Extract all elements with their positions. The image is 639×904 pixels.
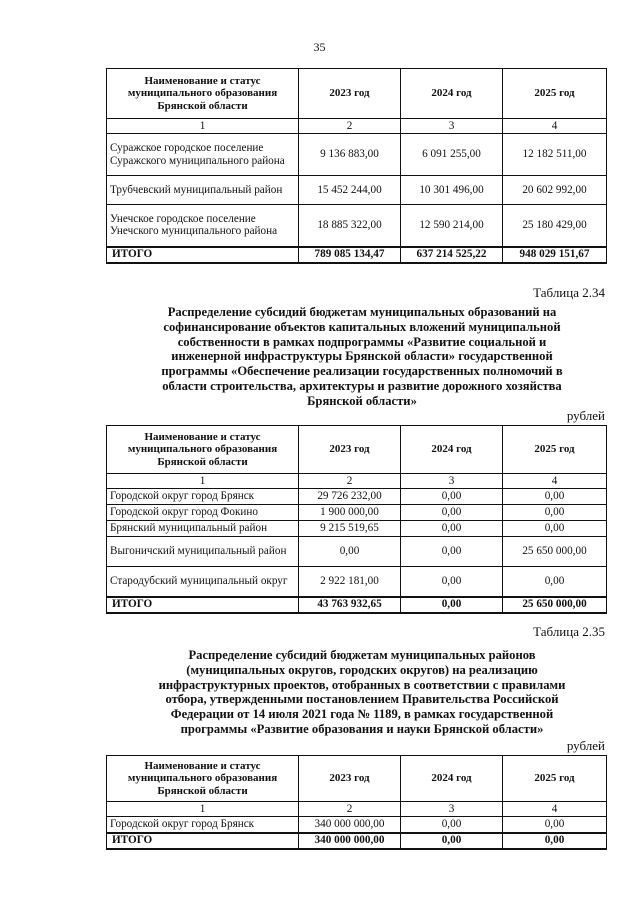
total-label: ИТОГО	[107, 833, 299, 849]
title-line: софинансирование объектов капитальных вложений муниципальной	[163, 319, 561, 334]
title-line: Распределение субсидий бюджетам муниципальных образований на	[167, 305, 557, 319]
row-2024: 12 590 214,00	[401, 205, 503, 247]
total-2023: 789 085 134,47	[299, 247, 401, 263]
row-2024: 10 301 496,00	[401, 176, 503, 205]
row-2023: 0,00	[299, 537, 401, 567]
header-2024: 2024 год	[401, 426, 503, 474]
row-2023: 340 000 000,00	[299, 817, 401, 833]
table-label-2-35: Таблица 2.35	[533, 624, 605, 639]
row-2024: 0,00	[401, 817, 503, 833]
header-2023: 2023 год	[299, 426, 401, 474]
header-name: Наименование и статус муниципального образования Брянской области	[107, 426, 299, 474]
total-label: ИТОГО	[107, 247, 299, 263]
header-2025: 2025 год	[503, 426, 607, 474]
row-2023: 18 885 322,00	[299, 205, 401, 247]
total-label: ИТОГО	[107, 597, 299, 613]
header-name: Наименование и статус муниципального образования Брянской области	[107, 756, 299, 802]
row-2025: 0,00	[503, 817, 607, 833]
row-2025: 0,00	[503, 567, 607, 597]
unit-label: рублей	[566, 408, 605, 423]
colnum-1: 1	[107, 474, 299, 489]
colnum-4: 4	[503, 119, 607, 134]
row-name: Городской округ город Брянск	[107, 489, 299, 505]
row-name: Городской округ город Фокино	[107, 505, 299, 521]
total-2023: 340 000 000,00	[299, 833, 401, 849]
table-continued	[106, 68, 607, 264]
title-line: программы «Обеспечение реализации государственных полномочий в	[161, 364, 563, 379]
table-row	[107, 567, 607, 597]
row-name: Городской округ город Брянск	[107, 817, 299, 833]
colnum-1: 1	[107, 119, 299, 134]
row-name: Суражское городское поселение Суражского муниципального района	[107, 134, 299, 176]
header-2025: 2025 год	[503, 69, 607, 119]
table-2-35-title	[102, 648, 622, 737]
table-row	[107, 537, 607, 567]
table-continued-body	[107, 69, 607, 263]
colnum-2: 2	[299, 474, 401, 489]
row-2025: 0,00	[503, 521, 607, 537]
table-row	[107, 205, 607, 247]
row-2023: 15 452 244,00	[299, 176, 401, 205]
row-2025: 12 182 511,00	[503, 134, 607, 176]
total-2025: 948 029 151,67	[503, 247, 607, 263]
total-row	[107, 247, 607, 263]
row-2025: 0,00	[503, 505, 607, 521]
row-2023: 29 726 232,00	[299, 489, 401, 505]
title-line: собственности в рамках подпрограммы «Развитие социальной и	[177, 334, 547, 349]
row-2023: 2 922 181,00	[299, 567, 401, 597]
row-name: Выгоничский муниципальный район	[107, 537, 299, 567]
colnum-3: 3	[401, 474, 503, 489]
row-2023: 9 215 519,65	[299, 521, 401, 537]
table-header-row	[107, 756, 607, 802]
title-line: (муниципальных округов, городских округов) на реализацию	[186, 662, 538, 677]
header-2023: 2023 год	[299, 756, 401, 802]
column-number-row	[107, 474, 607, 489]
title-line: отбора, утвержденными постановлением Правительства Российской	[165, 692, 559, 707]
row-name: Унечское городское поселение Унечского муниципального района	[107, 205, 299, 247]
table-2-34-title	[102, 305, 622, 409]
total-2024: 637 214 525,22	[401, 247, 503, 263]
colnum-2: 2	[299, 802, 401, 817]
row-2024: 6 091 255,00	[401, 134, 503, 176]
total-2024: 0,00	[401, 597, 503, 613]
column-number-row	[107, 802, 607, 817]
row-2024: 0,00	[401, 567, 503, 597]
row-2025: 20 602 992,00	[503, 176, 607, 205]
header-2023: 2023 год	[299, 69, 401, 119]
table-2-35	[106, 755, 607, 850]
colnum-3: 3	[401, 119, 503, 134]
row-name: Стародубский муниципальный округ	[107, 567, 299, 597]
title-line: Брянской области»	[307, 393, 417, 408]
colnum-3: 3	[401, 802, 503, 817]
total-row	[107, 833, 607, 849]
table-row	[107, 176, 607, 205]
row-2023: 9 136 883,00	[299, 134, 401, 176]
table-2-34-body	[107, 426, 607, 613]
row-2024: 0,00	[401, 489, 503, 505]
title-line: Федерации от 14 июля 2021 года № 1189, в рамках государственной	[170, 707, 554, 722]
row-2025: 0,00	[503, 489, 607, 505]
table-row	[107, 521, 607, 537]
page-number: 35	[313, 40, 326, 54]
row-name: Трубчевский муниципальный район	[107, 176, 299, 205]
row-2024: 0,00	[401, 521, 503, 537]
row-2025: 25 650 000,00	[503, 537, 607, 567]
table-2-35-body	[107, 756, 607, 849]
row-2024: 0,00	[401, 505, 503, 521]
total-2025: 25 650 000,00	[503, 597, 607, 613]
table-row	[107, 489, 607, 505]
title-line: инфраструктурных проектов, отобранных в соответствии с правилами	[158, 677, 566, 692]
table-2-34	[106, 425, 607, 614]
row-2023: 1 900 000,00	[299, 505, 401, 521]
row-2024: 0,00	[401, 537, 503, 567]
total-2024: 0,00	[401, 833, 503, 849]
colnum-1: 1	[107, 802, 299, 817]
title-line: области строительства, архитектуры и развитие дорожного хозяйства	[162, 378, 562, 393]
table-header-row	[107, 426, 607, 474]
row-name: Брянский муниципальный район	[107, 521, 299, 537]
title-line: Распределение субсидий бюджетам муниципальных районов	[188, 648, 536, 662]
colnum-4: 4	[503, 474, 607, 489]
table-row	[107, 505, 607, 521]
total-2023: 43 763 932,65	[299, 597, 401, 613]
header-2025: 2025 год	[503, 756, 607, 802]
title-line: программы «Развитие образования и науки Брянской области»	[180, 721, 544, 736]
colnum-2: 2	[299, 119, 401, 134]
unit-label: рублей	[566, 738, 605, 753]
title-line: инженерной инфраструктуры Брянской области» государственной	[171, 349, 553, 364]
header-name: Наименование и статус муниципального образования Брянской области	[107, 69, 299, 119]
table-row	[107, 817, 607, 833]
table-row	[107, 134, 607, 176]
table-header-row	[107, 69, 607, 119]
total-2025: 0,00	[503, 833, 607, 849]
total-row	[107, 597, 607, 613]
table-label-2-34: Таблица 2.34	[533, 285, 605, 300]
colnum-4: 4	[503, 802, 607, 817]
header-2024: 2024 год	[401, 756, 503, 802]
row-2025: 25 180 429,00	[503, 205, 607, 247]
header-2024: 2024 год	[401, 69, 503, 119]
column-number-row	[107, 119, 607, 134]
